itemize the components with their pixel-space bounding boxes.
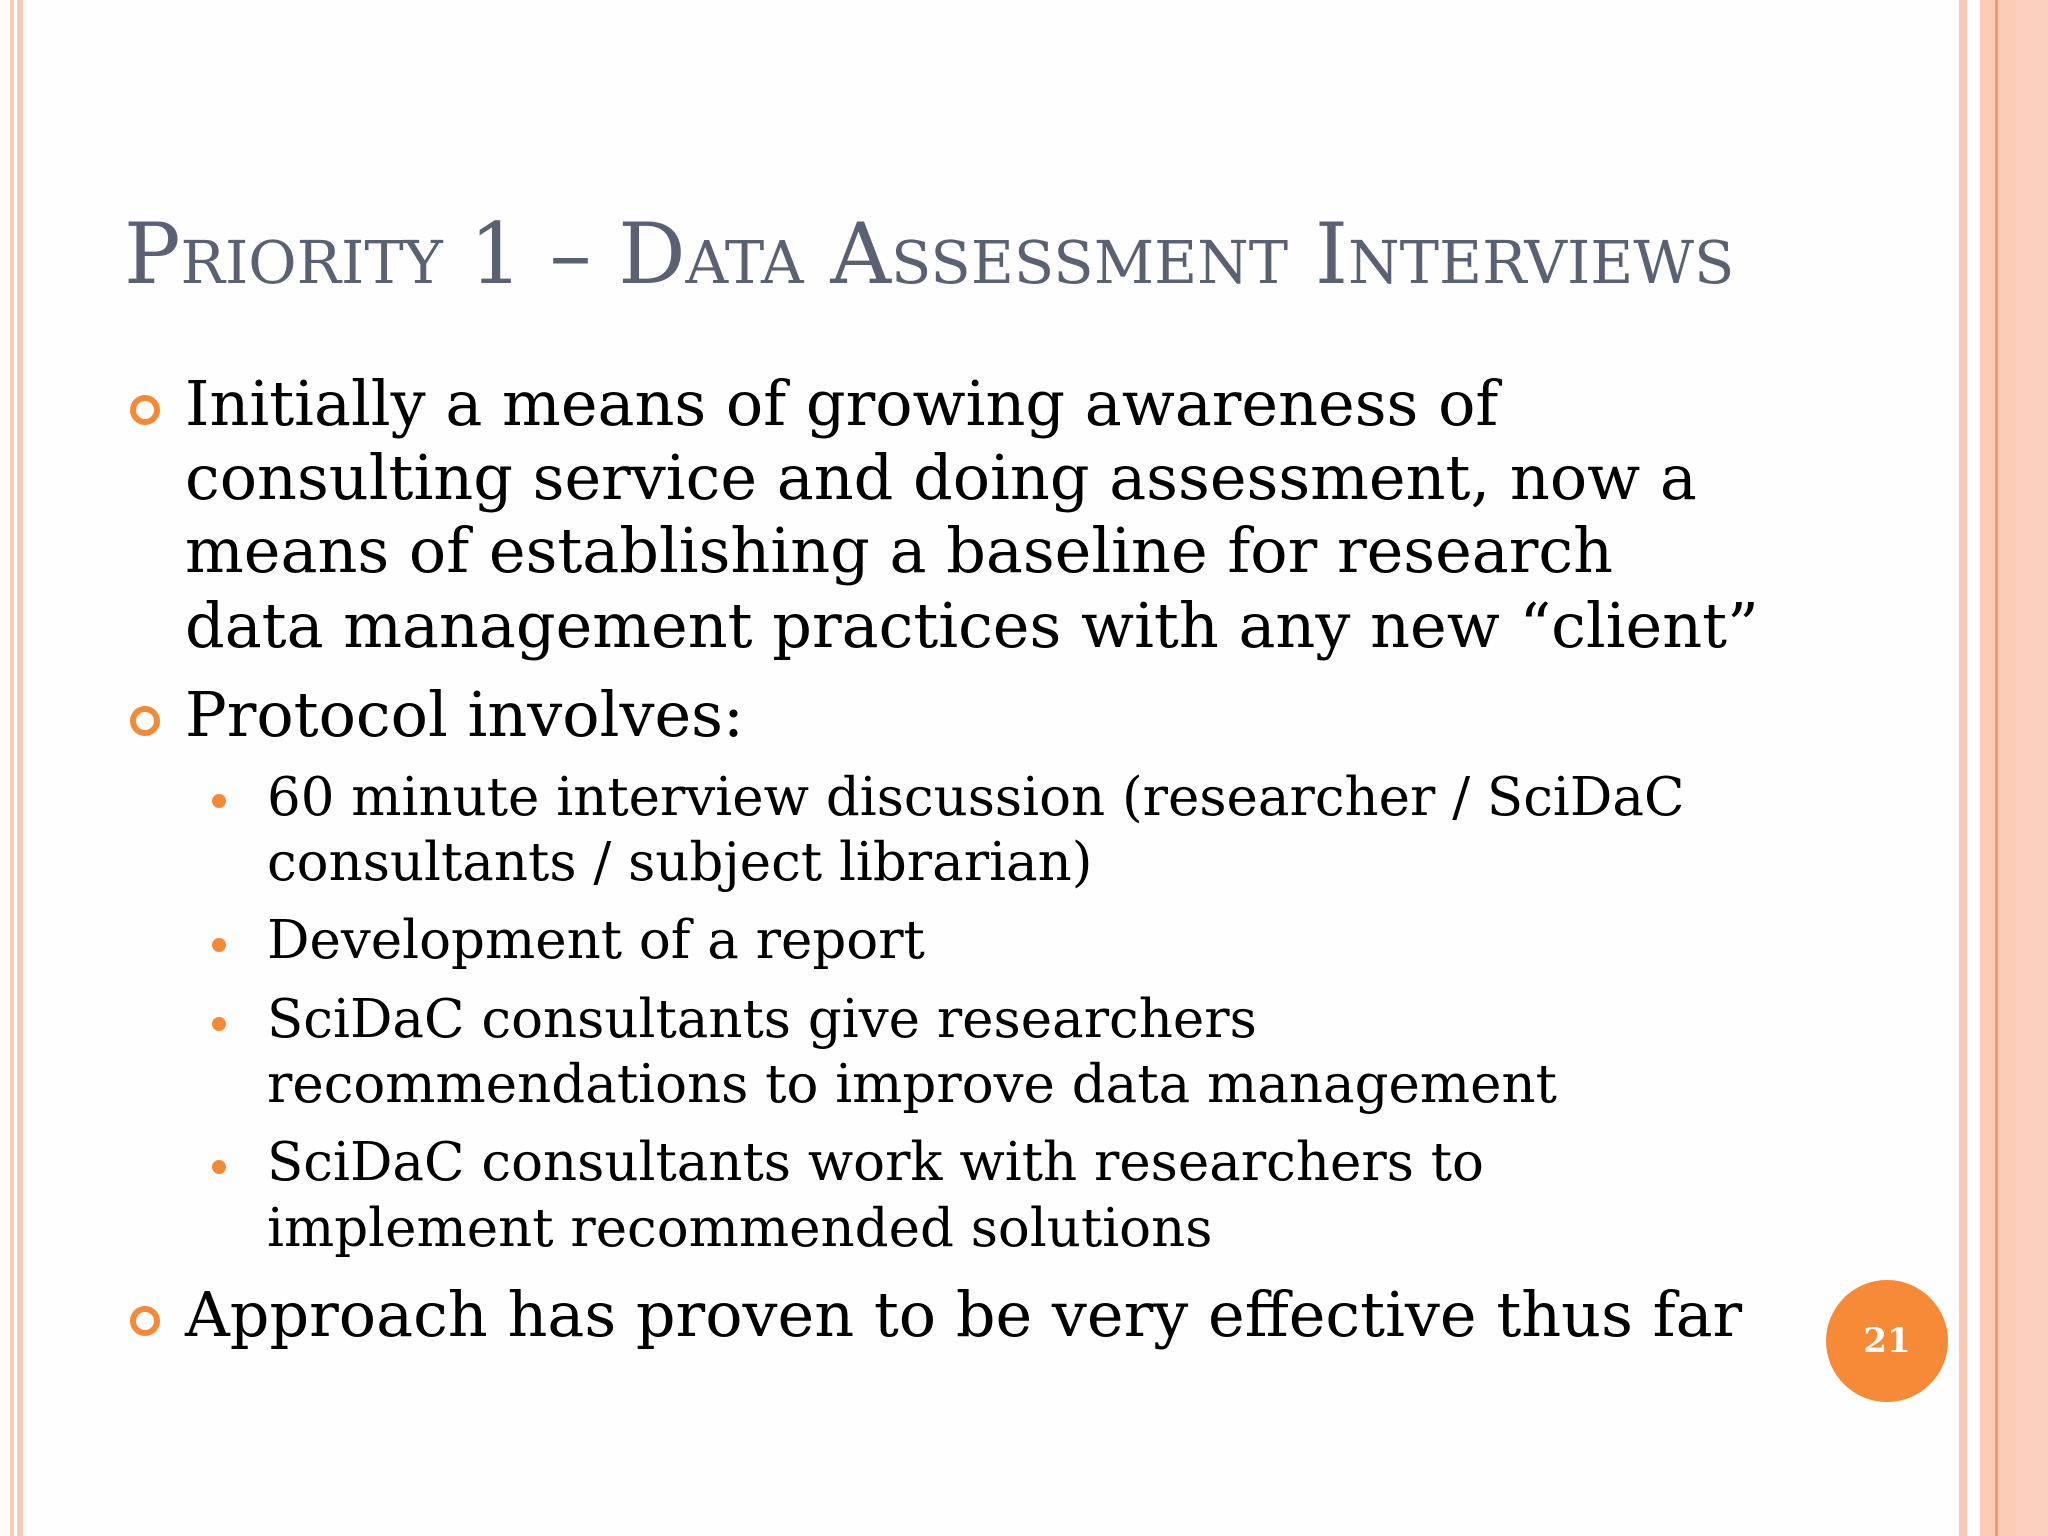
left-border-stripe (17, 0, 23, 1536)
sub-bullet-text: Development of a report (267, 910, 925, 971)
right-border-stripe (1959, 0, 1967, 1536)
bullet-ring-icon (130, 1306, 160, 1336)
page-number-badge (1826, 1280, 1948, 1402)
bullet-text: Initially a means of growing awareness of (185, 367, 1499, 440)
bullet-text: Approach has proven to be very effective thus far (185, 1278, 1743, 1351)
bullet-text: means of establishing a baseline for research (185, 514, 1614, 587)
bullet-text: consulting service and doing assessment, now a (185, 441, 1697, 514)
sub-bullet-dot-icon (212, 938, 226, 952)
sub-bullet-text: recommendations to improve data management (267, 1054, 1557, 1115)
sub-bullet-dot-icon (212, 794, 226, 808)
right-border-line (1995, 0, 1998, 1536)
sub-bullet-text: 60 minute interview discussion (researcher / SciDaC (267, 767, 1685, 828)
bullet-text: data management practices with any new “client” (185, 589, 1759, 662)
page-number: 21 (1863, 1321, 1911, 1361)
right-border-band (2016, 0, 2048, 1536)
sub-bullet-dot-icon (212, 1160, 226, 1174)
bullet-ring-icon (130, 395, 160, 425)
left-border-stripe (10, 0, 14, 1536)
slide-title: Priority 1 – Data Assessment Interviews (124, 205, 1735, 303)
bullet-text: Protocol involves: (185, 678, 744, 751)
sub-bullet-text: SciDaC consultants give researchers (267, 989, 1257, 1050)
sub-bullet-text: SciDaC consultants work with researchers to (267, 1132, 1484, 1193)
sub-bullet-text: implement recommended solutions (267, 1198, 1213, 1259)
sub-bullet-dot-icon (212, 1017, 226, 1031)
sub-bullet-text: consultants / subject librarian) (267, 832, 1093, 893)
bullet-ring-icon (130, 706, 160, 736)
